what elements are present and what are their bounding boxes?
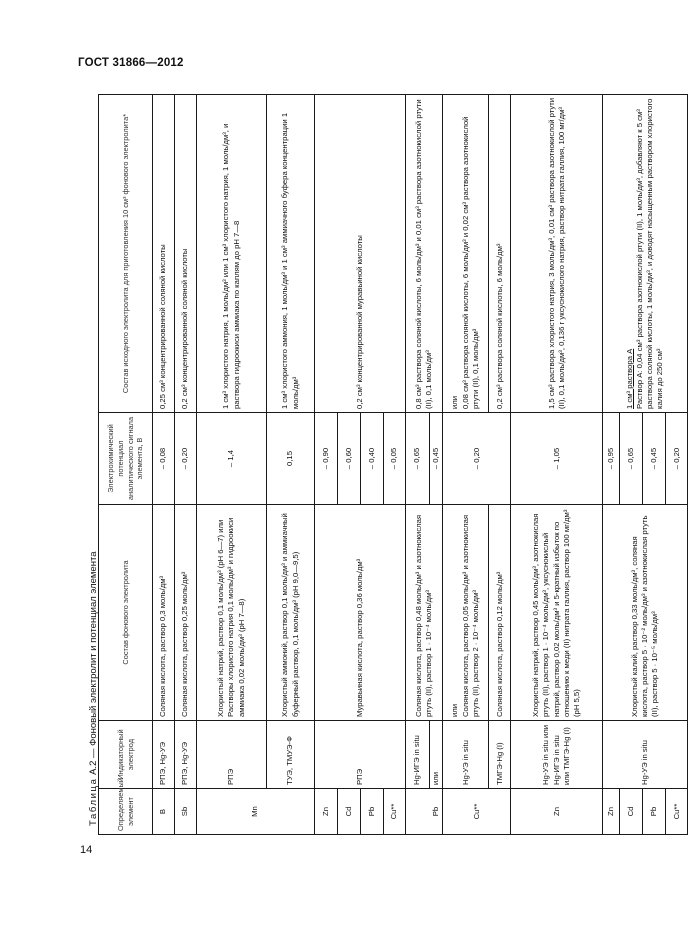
stock-cell: 0,2 см³ раствора соляной кислоты, 6 моль/дм³ xyxy=(489,95,511,413)
stock-cell: 0,2 см³ концентрированной муравьиной кислоты xyxy=(315,95,406,413)
electrode-cell: РПЭ, Hg-УЭ xyxy=(175,721,197,789)
element-cell: Mn xyxy=(197,789,315,835)
potential-cell: – 0,45 xyxy=(643,413,666,505)
electrode-cell: РПЭ xyxy=(197,721,267,789)
potential-cell: – 0,20 xyxy=(666,413,688,505)
potential-cell: – 0,05 xyxy=(384,413,406,505)
electrode-cell: Hg-УЭ in situ или Hg-ИГЭ in situ или ТМГЭ-Hg (I) xyxy=(511,721,603,789)
col-electrode-header: Индикаторный электрод xyxy=(99,721,153,789)
electrode-cell: ТУЭ, ТМУЭ-Ф xyxy=(267,721,315,789)
caption-rest: — Фоновый электролит и потенциал элемента xyxy=(88,551,99,761)
stock-cell: 1,5 см³ раствора хлористого натрия, 3 моль/дм³, 0,01 см³ раствора азотнокислой ртути (II), 0,1 моль/дм³, 0,136 г уксуснокислого натрия, раствор нитрата галлия, 100 мг/дм³ xyxy=(511,95,603,413)
document-header: ГОСТ 31866—2012 xyxy=(78,57,184,69)
table-row xyxy=(315,95,338,835)
stock-cell: 1 см³ хлористого натрия, 1 моль/дм³ или 1 см³ хлористого натрия, 1 моль/дм³, и раствора гидроокиси аммиака по каплям до pH 7—8 xyxy=(197,95,267,413)
element-cell: Cd xyxy=(338,789,361,835)
electrode-cell: или xyxy=(430,721,443,789)
element-cell: Cu** xyxy=(384,789,406,835)
element-cell: B xyxy=(153,789,175,835)
electrode-cell: РПЭ, Hg-УЭ xyxy=(153,721,175,789)
background-cell: Хлористый аммоний, раствор 0,1 моль/дм³ и аммиачный буферный раствор, 0,1 моль/дм³ (pH 9,0—9,5) xyxy=(267,505,315,721)
background-cell: Муравьиная кислота, раствор 0,36 моль/дм³ xyxy=(315,505,406,721)
stock-cell: 0,2 см³ концентрированной соляной кислоты xyxy=(175,95,197,413)
potential-cell: – 0,65 xyxy=(406,413,430,505)
potential-cell: – 0,45 xyxy=(430,413,443,505)
background-electrolyte-table xyxy=(98,94,688,835)
element-cell: Zn xyxy=(603,789,620,835)
background-cell: Хлористый калий, раствор 0,33 моль/дм³, соляная кислота, раствор 5 · 10⁻² моль/дм³ и азотнокислая ртуть (II), раствор 5 · 10⁻⁵ моль/дм³ xyxy=(603,505,688,721)
table-row xyxy=(511,95,603,835)
element-cell: Pb xyxy=(406,789,443,835)
potential-cell: – 1,05 xyxy=(511,413,603,505)
potential-cell: – 0,90 xyxy=(315,413,338,505)
background-cell: Соляная кислота, раствор 0,25 моль/дм³ xyxy=(175,505,197,721)
element-cell: Sb xyxy=(175,789,197,835)
stock-cell: 1 см³ хлористого аммония, 1 моль/дм³ и 1 см³ аммиачного буфера концентрации 1 моль/дм³ xyxy=(267,95,315,413)
potential-cell: – 0,20 xyxy=(443,413,511,505)
potential-cell: – 0,65 xyxy=(620,413,643,505)
table-row xyxy=(603,95,620,835)
table-row xyxy=(197,95,267,835)
potential-cell: – 1,4 xyxy=(197,413,267,505)
stock-cell: 0,25 см³ концентрированной соляной кислоты xyxy=(153,95,175,413)
potential-cell: 0,15 xyxy=(267,413,315,505)
background-cell: Хлористый натрий, раствор 0,1 моль/дм³ (pH 6—7) или Растворы хлористого натрия 0,1 моль/дм³ и гидроокиси аммиака 0,02 моль/дм³ (pH 7—8) xyxy=(197,505,267,721)
stock-cell: или 0,08 см³ раствора соляной кислоты, 6 моль/дм³ и 0,02 см³ раствора азотнокислой ртути (II), 0,1 моль/дм³ xyxy=(443,95,489,413)
background-cell: Соляная кислота, раствор 0,48 моль/дм³ и азотнокислая ртуть (II), раствор 1 · 10⁻⁴ моль/дм³ xyxy=(406,505,443,721)
table-row xyxy=(175,95,197,835)
electrode-cell: Hg-ИГЭ in situ xyxy=(406,721,430,789)
element-cell: Zn xyxy=(511,789,603,835)
background-cell: Соляная кислота, раствор 0,3 моль/дм³ xyxy=(153,505,175,721)
element-cell: Cd xyxy=(620,789,643,835)
col-background-header: Состав фонового электролита xyxy=(99,505,153,721)
background-cell: Соляная кислота, раствор 0,12 моль/дм³ xyxy=(489,505,511,721)
potential-cell: – 0,60 xyxy=(338,413,361,505)
col-element-header: Определяемый элемент xyxy=(99,789,153,835)
table-row xyxy=(406,95,430,835)
potential-cell: – 0,95 xyxy=(603,413,620,505)
table-row xyxy=(443,95,489,835)
element-cell: Cu** xyxy=(666,789,688,835)
electrode-cell: РПЭ xyxy=(315,721,406,789)
background-cell: или Соляная кислота, раствор 0,05 моль/дм³ и азотнокислая ртуть (II), раствор 2 · 10⁻⁴ моль/дм³ xyxy=(443,505,489,721)
element-cell: Pb xyxy=(361,789,384,835)
potential-cell: – 0,08 xyxy=(153,413,175,505)
table-row xyxy=(153,95,175,835)
background-cell: Хлористый натрий, раствор 0,45 моль/дм³, азотнокислая ртуть (II), раствор 1 · 10⁻⁴ моль/дм³, уксуснокислый натрий, раствор 0,02 моль/дм³ и 5-кратный избыток по отношению к меди (II) нитрата галлия, раствор 100 мг/дм³ (pH 5,5) xyxy=(511,505,603,721)
element-cell: Pb xyxy=(643,789,666,835)
element-cell: Cu** xyxy=(443,789,511,835)
caption-prefix: Таблица xyxy=(88,777,99,826)
electrode-cell: Hg-УЭ in situ xyxy=(443,721,489,789)
stock-cell: 1 см³ раствора А Раствор А: 0,04 см³ раствора азотнокислой ртути (II), 1 моль/дм³, добавляют к 5 см³ раствора соляной кислоты, 1 моль/дм³, и доводят насыщенным раствором хлористого калия до 250 см³ xyxy=(603,95,688,413)
table-header-row xyxy=(99,95,153,835)
potential-cell: – 0,20 xyxy=(175,413,197,505)
stock-cell: 0,8 см³ раствора соляной кислоты, 6 моль/дм³ и 0,01 см³ раствора азотнокислой ртути (II), 0,1 моль/дм³ xyxy=(406,95,443,413)
electrode-cell: ТМГЭ-Hg (I) xyxy=(489,721,511,789)
electrode-cell: Hg-УЭ in situ xyxy=(603,721,688,789)
rotated-table-container xyxy=(98,95,681,835)
table-row xyxy=(267,95,315,835)
caption-number: А.2 xyxy=(88,760,99,775)
element-cell: Zn xyxy=(315,789,338,835)
page-number: 14 xyxy=(80,844,93,856)
potential-cell: – 0,40 xyxy=(361,413,384,505)
col-stock-header: Состав исходного электролита для приготовления 10 см³ фонового электролита* xyxy=(99,95,153,413)
col-potential-header: Электрохимический потенциал аналитического сигнала элемента, В xyxy=(99,413,153,505)
